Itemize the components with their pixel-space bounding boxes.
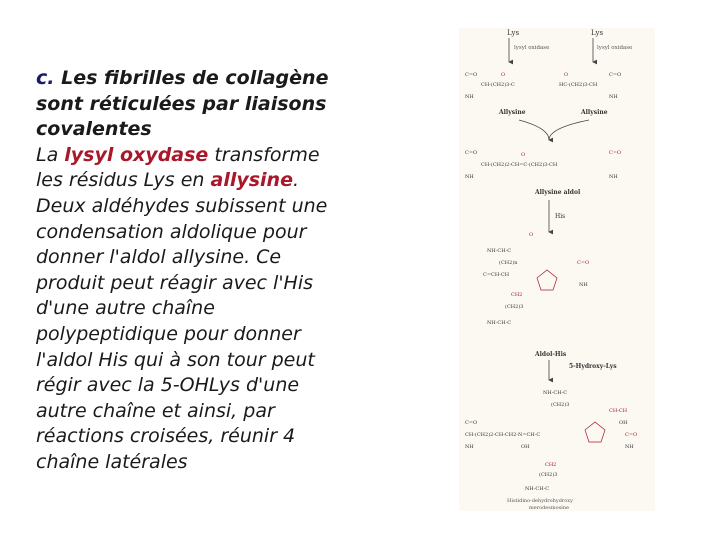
heading-line-2: sont réticulées par liaisons [36, 92, 327, 115]
svg-text:OH: OH [619, 420, 628, 426]
heading-line-3: covalentes [36, 118, 152, 141]
converge-arrow-left [519, 120, 549, 140]
lysyl-oxydase-term: lysyl oxydase [64, 143, 209, 166]
svg-text:(CH2)3: (CH2)3 [539, 472, 558, 478]
section-letter: c. [36, 67, 55, 89]
final-product-label-2: merodesmosine [529, 505, 569, 511]
body-text: régir avec la 5-OHLys d'une [36, 374, 300, 397]
body-text: La [36, 143, 65, 166]
final-crosslink-structure [465, 390, 637, 492]
body-text: autre chaîne et ainsi, par [36, 399, 275, 422]
svg-text:NH: NH [609, 174, 618, 180]
aldol-his-structure [483, 232, 589, 326]
aldol-his-label: Aldol-His [535, 351, 567, 358]
final-product-label-1: Histidino-dehydrohydroxy [507, 498, 573, 504]
svg-text:C=O: C=O [465, 150, 478, 156]
svg-text:O: O [521, 152, 526, 158]
svg-text:NH-CH-C: NH-CH-C [525, 486, 550, 492]
his-label: His [555, 213, 566, 220]
svg-text:C=O: C=O [577, 260, 590, 266]
imidazole-ring-2 [585, 422, 605, 442]
svg-text:(CH2)3: (CH2)3 [551, 402, 570, 408]
body-text: transforme [208, 143, 320, 166]
body-paragraph [36, 143, 356, 476]
svg-text:CH-(CH2)3-C: CH-(CH2)3-C [481, 82, 515, 88]
svg-text:NH: NH [579, 282, 588, 288]
allysine-aldol-label: Allysine aldol [535, 189, 581, 196]
svg-text:OH: OH [521, 444, 530, 450]
svg-text:NH: NH [625, 444, 634, 450]
lys-left-label: Lys [507, 29, 520, 37]
lys-right-label: Lys [591, 29, 604, 37]
svg-text:NH: NH [465, 444, 474, 450]
allysine-left-label: Allysine [499, 109, 526, 116]
svg-text:C=O: C=O [609, 72, 622, 78]
body-text: l'aldol His qui à son tour peut [36, 348, 315, 371]
body-text: polypeptidique pour donner [36, 322, 301, 345]
svg-text:(CH2)3: (CH2)3 [505, 304, 524, 310]
svg-text:NH: NH [465, 94, 474, 100]
svg-text:NH: NH [609, 94, 618, 100]
body-text: donner l'aldol allysine. Ce [36, 246, 282, 269]
converge-arrow-right [549, 120, 589, 140]
svg-text:CH-CH: CH-CH [609, 408, 628, 414]
body-text: réactions croisées, réunir 4 [36, 425, 296, 448]
svg-text:C=O: C=O [465, 72, 478, 78]
allysine-right-structure [559, 72, 621, 100]
svg-text:NH-CH-C: NH-CH-C [487, 248, 512, 254]
description-text [36, 66, 356, 476]
reaction-scheme-svg [459, 28, 655, 511]
body-text: les résidus Lys en [36, 169, 211, 192]
svg-text:CH2: CH2 [545, 462, 557, 468]
body-text: produit peut réagir avec l'His [36, 271, 314, 294]
allysine-term: allysine [210, 169, 293, 192]
enzyme-right-label: lysyl oxidase [597, 45, 633, 51]
imidazole-ring-1 [537, 270, 557, 290]
svg-text:C=O: C=O [609, 150, 622, 156]
body-text: Deux aldéhydes subissent une [36, 194, 328, 217]
svg-text:CH-(CH2)2-CH=C-(CH2)3-CH: CH-(CH2)2-CH=C-(CH2)3-CH [481, 162, 558, 168]
hydroxylys-label: 5-Hydroxy-Lys [569, 363, 617, 370]
allysine-left-structure [465, 72, 515, 100]
crosslink-reaction-figure [459, 28, 655, 511]
allysine-aldol-structure [465, 150, 621, 180]
allysine-right-label: Allysine [581, 109, 608, 116]
svg-text:C=O: C=O [465, 420, 478, 426]
svg-text:(CH2)n: (CH2)n [499, 260, 518, 266]
svg-text:CH-(CH2)2-CH-CH2-N=CH-C: CH-(CH2)2-CH-CH2-N=CH-C [465, 432, 541, 438]
body-text: chaîne latérales [36, 450, 188, 473]
section-heading [36, 66, 356, 143]
svg-text:NH-CH-C: NH-CH-C [543, 390, 568, 396]
svg-text:CH2: CH2 [511, 292, 523, 298]
svg-text:O: O [529, 232, 534, 238]
svg-text:NH: NH [465, 174, 474, 180]
heading-line-1: Les fibrilles de collagène [54, 67, 329, 89]
enzyme-left-label: lysyl oxidase [514, 45, 550, 51]
svg-text:O: O [501, 72, 506, 78]
svg-text:HC-(CH2)3-CH: HC-(CH2)3-CH [559, 82, 598, 88]
body-text: . [292, 169, 300, 192]
svg-text:C=O: C=O [625, 432, 638, 438]
svg-text:O: O [564, 72, 569, 78]
svg-text:C=CH-CH: C=CH-CH [483, 272, 510, 278]
body-text: d'une autre chaîne [36, 297, 215, 320]
body-text: condensation aldolique pour [36, 220, 307, 243]
svg-text:NH-CH-C: NH-CH-C [487, 320, 512, 326]
